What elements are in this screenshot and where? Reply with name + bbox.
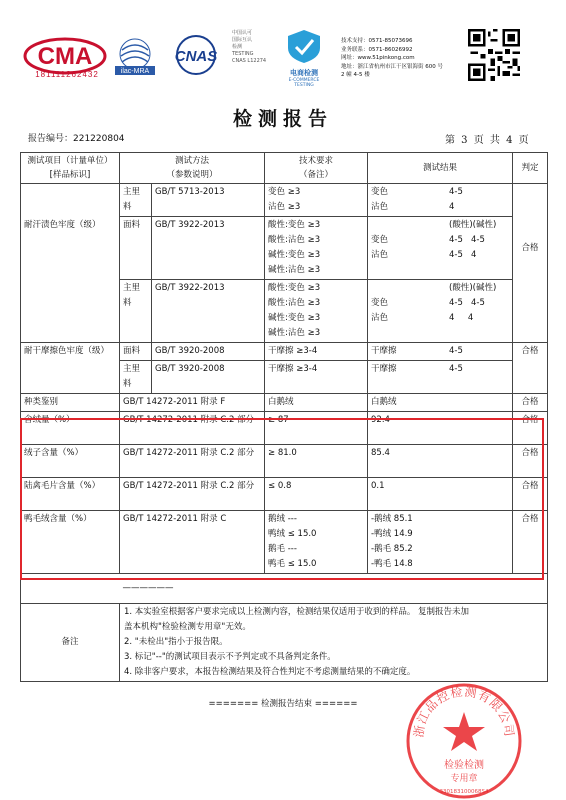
requirement-cell: 变色 ≥3 沾色 ≥3 [265,184,368,217]
table-row [21,361,548,394]
verdict-cell: 合格 [513,394,548,412]
contact-address-2: 2 幢 4-5 楼 [341,72,370,78]
seal-text: 浙江品控检测有限公司 [411,684,517,739]
cnas-caption: 中国认可 国际互认 检测 TESTING CNAS L12274 [232,30,267,64]
item-cell: 含绒量（%） [21,412,120,445]
item-cell: 耐汗渍色牢度（级） [21,217,120,280]
requirement-cell: ≥ 87 [265,412,368,445]
header-item: 测试项目（计量单位） [样品标识] [21,153,120,184]
result-cell: (酸性)(碱性) 变色 4-5 4-5 沾色 4-5 4 [368,217,513,280]
svg-text:ilac-MRA: ilac-MRA [120,68,150,75]
requirement-cell: 酸性:变色 ≥3 酸性:沾色 ≥3 碱性:变色 ≥3 碱性:沾色 ≥3 [265,280,368,343]
table-row [21,394,548,412]
report-end: ======= 检测报告结束 ====== [208,699,358,709]
table-row [21,343,548,361]
requirement-cell: 干摩擦 ≥3-4 [265,343,368,361]
ecommerce-label: 电商检测 [290,69,318,77]
contact-info [341,37,461,80]
star-icon [443,712,485,751]
result-cell: 85.4 [368,445,513,478]
header-requirement: 技术要求 （备注） [265,153,368,184]
table-row [21,280,548,343]
requirement-cell: 干摩擦 ≥3-4 [265,361,368,394]
item-cell: 种类鉴别 [21,394,120,412]
requirement-cell: ≤ 0.8 [265,478,368,511]
contact-tech: 技术支持：0571-85073696 [341,38,413,44]
header-verdict: 判定 [513,153,548,184]
result-cell: 白鹅绒 [368,394,513,412]
report-number: 报告编号：221220804 [28,134,125,144]
verdict-cell: 合格 [513,511,548,574]
item-cell: 绒子含量（%） [21,445,120,478]
result-cell: 0.1 [368,478,513,511]
svg-text:CMA: CMA [37,43,93,70]
part-cell: 面料 [120,217,152,280]
method-cell: GB/T 14272-2011 附录 C.2 部分 [120,445,265,478]
requirement-cell: 白鹅绒 [265,394,368,412]
method-cell: GB/T 3922-2013 [152,280,265,343]
report-title: 检测报告 [232,108,333,130]
seal-center-text: 检验检测 [444,760,484,771]
verdict-cell: 合格 [513,445,548,478]
method-cell: GB/T 14272-2011 附录 C [120,511,265,574]
header-method: 测试方法 （参数说明） [120,153,265,184]
method-cell: GB/T 3922-2013 [152,217,265,280]
item-cell: 陆禽毛片含量（%） [21,478,120,511]
seal-number: 330183100068S4 [439,789,489,795]
result-cell: -鹅绒 85.1 -鸭绒 14.9 -鹅毛 85.2 -鸭毛 14.8 [368,511,513,574]
contact-biz: 业务联系：0571-86026992 [341,46,413,53]
page-indicator: 第 3 页 共 4 页 [445,135,529,146]
method-cell: GB/T 14272-2011 附录 F [120,394,265,412]
notes-row [21,604,548,682]
dash-separator: —————— [120,574,265,604]
method-cell: GB/T 14272-2011 附录 C.2 部分 [120,478,265,511]
part-cell: 面料 [120,343,152,361]
test-results-table [20,152,548,682]
seal-sub-text: 专用章 [450,774,478,784]
ecommerce-testing-logo [280,28,328,88]
verdict-cell: 合格 [513,412,548,445]
part-cell: 主里料 [120,280,152,343]
item-cell: 耐干摩擦色牢度（级） [21,343,120,361]
result-cell: 变色 4-5 沾色 4 [368,184,513,217]
method-cell: GB/T 14272-2011 附录 C.2 部分 [120,412,265,445]
requirement-cell: ≥ 81.0 [265,445,368,478]
result-cell: 干摩擦 4-5 [368,343,513,361]
cma-number: 181111262432 [35,70,99,79]
official-seal [405,682,523,800]
notes-content: 1. 本实验室根据客户要求完成以上检测内容，检测结果仅适用于收到的样品。 复制报告未加 盖本机构"检验检测专用章"无效。 2. "未检出"指小于报告限。 3. 标记"--"的测试项目表示不予判定或不具备判定条件。 4. 除非客户要求，本报告检测结果及符合性判定不考虑测量结果的不确定度。 [120,604,548,682]
shield-check-icon [280,28,328,64]
result-cell: (酸性)(碱性) 变色 4-5 4-5 沾色 4 4 [368,280,513,343]
verdict-cell: 合格 [513,343,548,361]
result-cell: 92.4 [368,412,513,445]
header-result: 测试结果 [368,153,513,184]
svg-text:CNAS: CNAS [174,48,218,65]
requirement-cell: 酸性:变色 ≥3 酸性:沾色 ≥3 碱性:变色 ≥3 碱性:沾色 ≥3 [265,217,368,280]
contact-web: 网址：www.51pinkong.com [341,55,415,61]
qr-code-icon [468,29,520,81]
notes-label: 备注 [21,604,120,682]
item-cell: 鸭毛绒含量（%） [21,511,120,574]
method-cell: GB/T 3920-2008 [152,343,265,361]
part-cell: 主里料 [120,184,152,217]
method-cell: GB/T 5713-2013 [152,184,265,217]
ecommerce-sub: E-COMMERCE TESTING [288,78,320,88]
verdict-cell: 合格 [513,478,548,511]
requirement-cell: 鹅绒 --- 鸭绒 ≤ 15.0 鹅毛 --- 鸭毛 ≤ 15.0 [265,511,368,574]
table-row [21,217,548,280]
table-header-row [21,153,548,184]
ilac-mra-logo [112,36,158,76]
contact-address: 地址：浙江省杭州市江干区银海街 600 号 [341,63,443,70]
highlight-box [20,418,544,580]
cnas-logo [165,34,227,76]
part-cell: 主里料 [120,361,152,394]
result-cell: 干摩擦 4-5 [368,361,513,394]
table-row [21,184,548,217]
method-cell: GB/T 3920-2008 [152,361,265,394]
verdict-cell: 合格 [513,217,548,280]
